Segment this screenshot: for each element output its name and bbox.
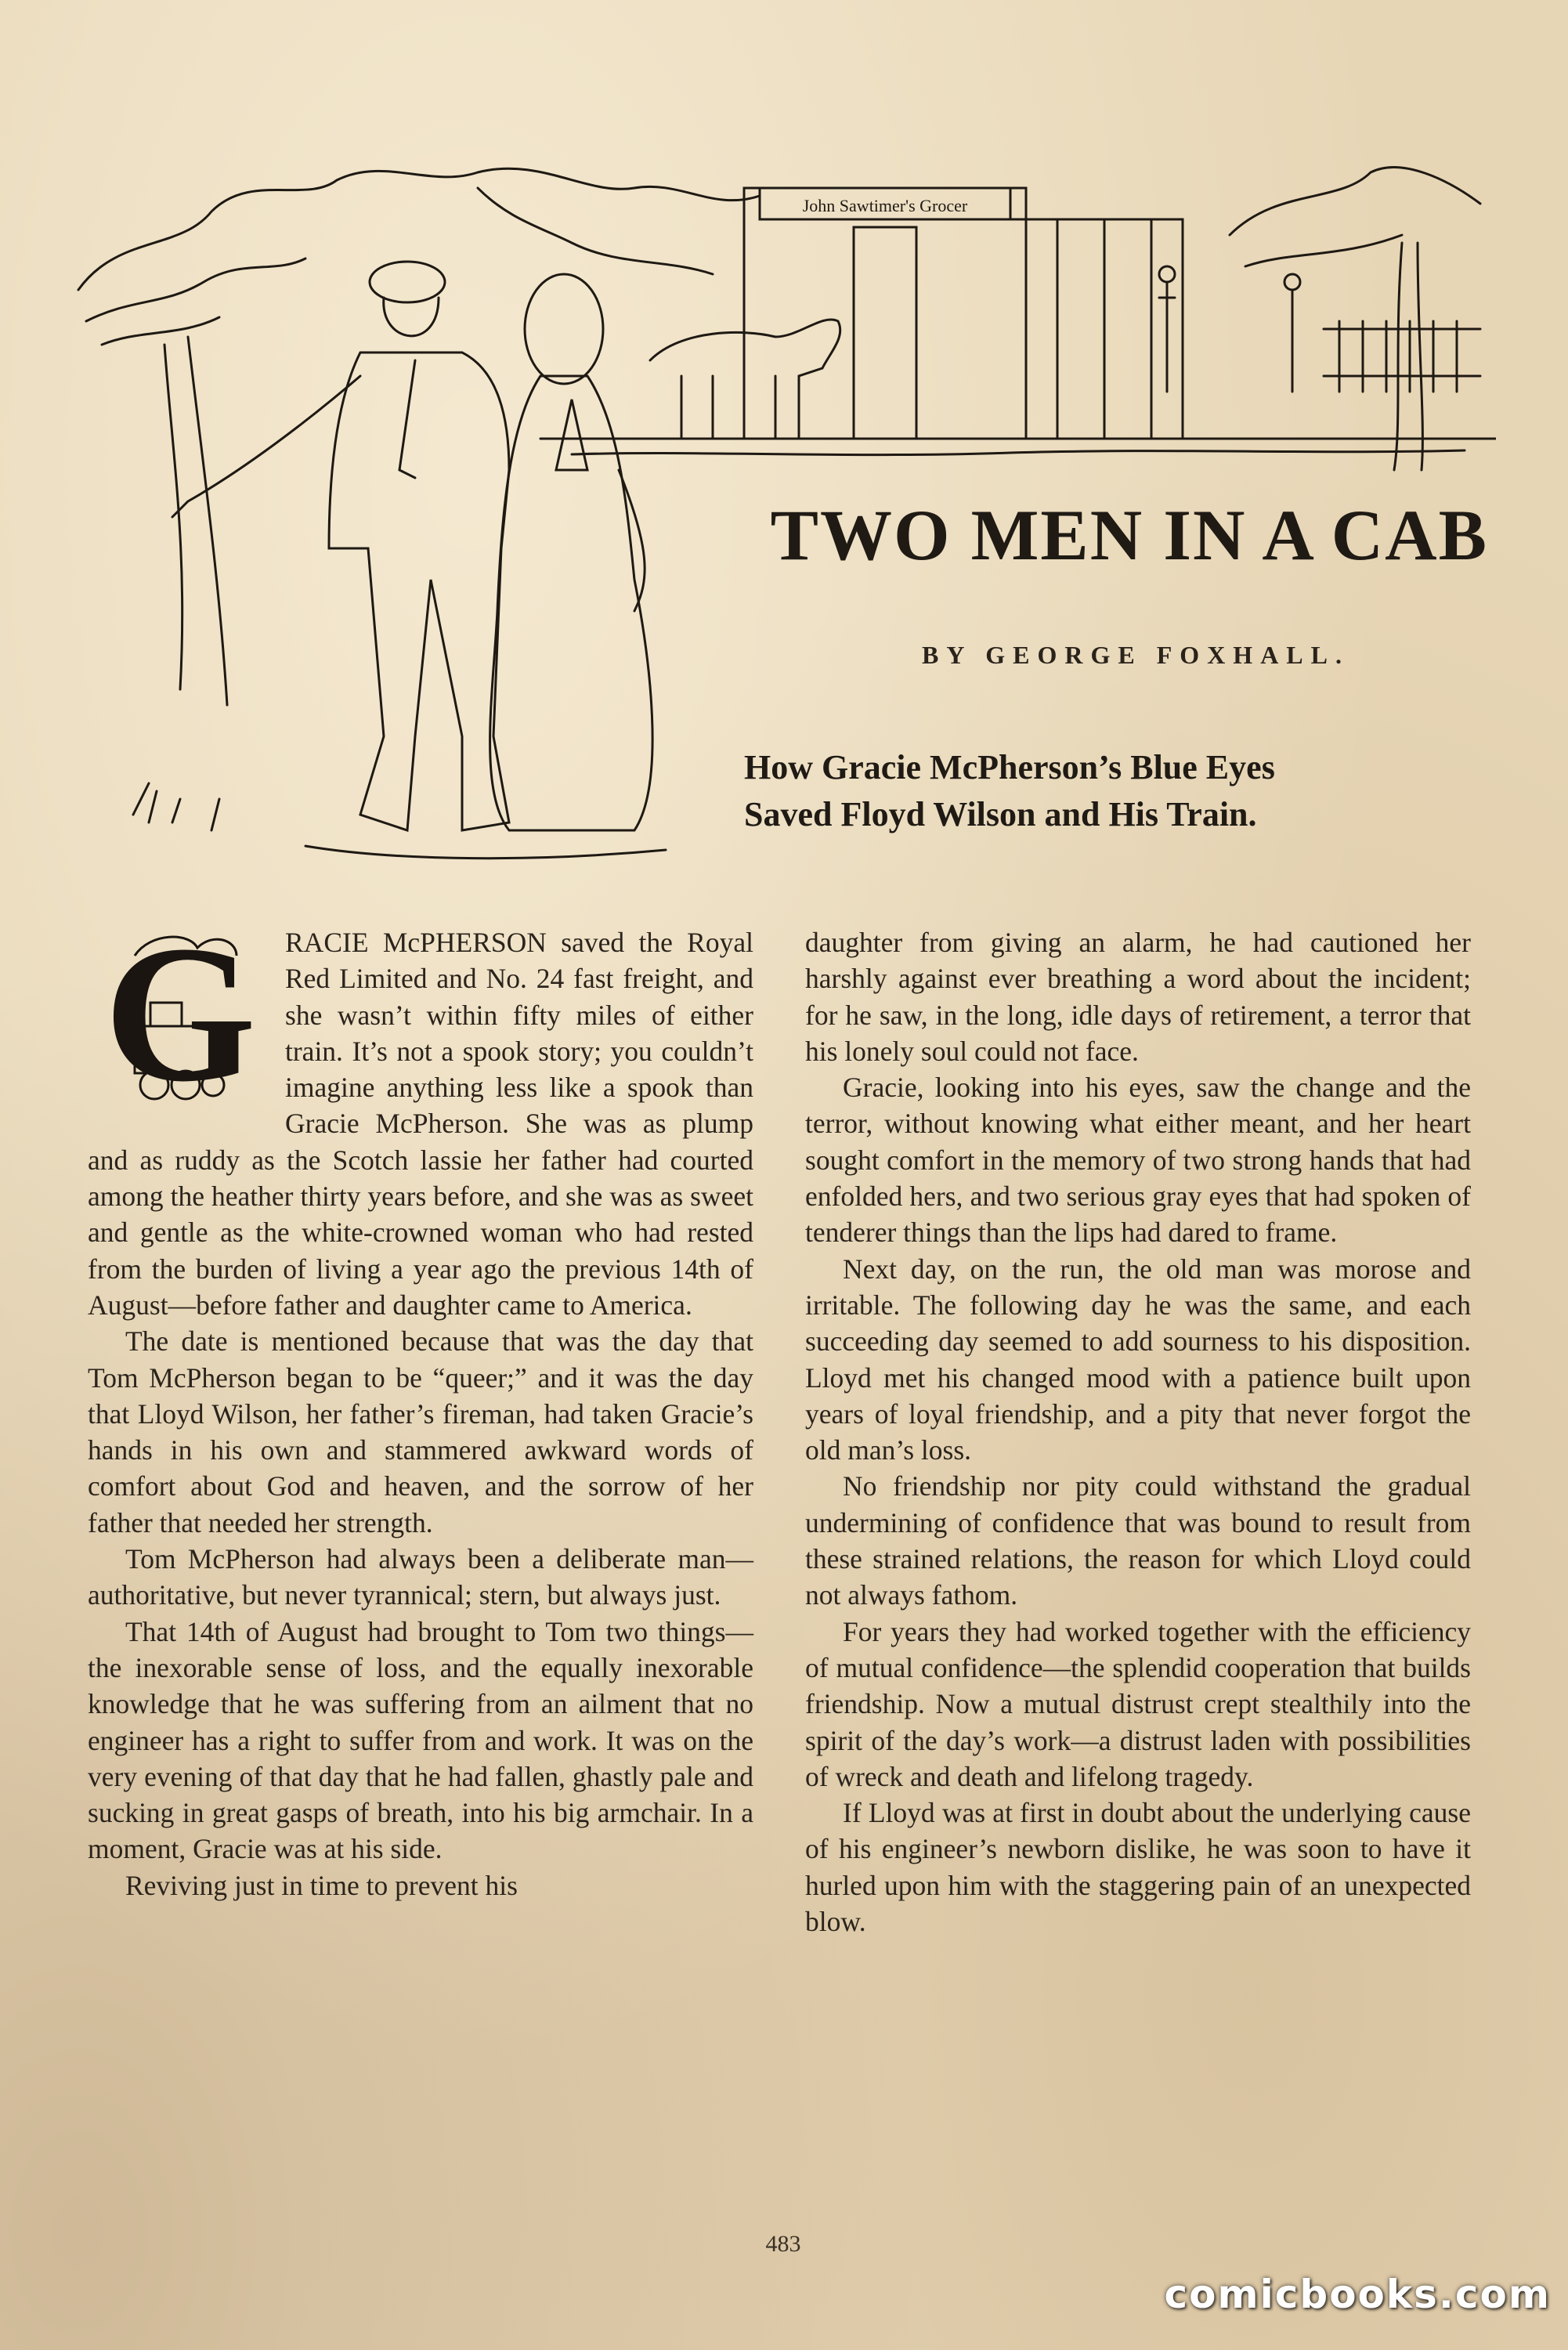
paragraph: Tom McPherson had always been a deliberate man—authoritative, but never tyrannical; stern, but always just. bbox=[88, 1543, 753, 1611]
article-subtitle bbox=[744, 744, 1480, 838]
paragraph: Gracie, looking into his eyes, saw the change and the terror, without knowing what either meant, and her heart sought comfort in the memory of two strong hands that had enfolded hers, and two serious gray eyes that had spoken of tenderer things than the lips had dared to frame. bbox=[805, 1072, 1471, 1249]
paragraph: Next day, on the run, the old man was morose and irritable. The following day he was the same, and each succeeding day seemed to add sourness to his disposition. Lloyd met his changed mood with a patience built upon years of loyal friendship, and a pity that never forgot the old man’s loss. bbox=[805, 1253, 1471, 1466]
article-byline: BY GEORGE FOXHALL. bbox=[922, 641, 1349, 669]
drop-cap-letter: G bbox=[103, 906, 257, 1123]
subtitle-line: How Gracie McPherson’s Blue Eyes bbox=[744, 748, 1275, 786]
article-title: TWO MEN IN A CAB bbox=[770, 495, 1488, 575]
paragraph: The date is mentioned because that was the day that Tom McPherson began to be “queer;” and it was the day that Lloyd Wilson, her father’s fireman, had taken Gracie’s hands in his own and stammered awkward words of comfort about God and heaven, and the sorrow of her father that needed her strength. bbox=[88, 1325, 753, 1538]
store-sign: John Sawtimer's Grocer bbox=[802, 196, 968, 215]
paragraph: That 14th of August had brought to Tom two things—the inexorable sense of loss, and the equally inexorable knowledge that he was suffering from an ailment that no engineer has a right to suffer from and work. It was on the very evening of that day that he had fallen, ghastly pale and sucking in great gasps of breath, into his big armchair. In a moment, Gracie was at his side. bbox=[88, 1615, 753, 1865]
paragraph: For years they had worked together with the efficiency of mutual confidence—the splendid cooperation that builds friendship. Now a mutual distrust crept stealthily into the spirit of the day’s work—a distrust laden with possibilities of wreck and death and lifelong tragedy. bbox=[805, 1615, 1471, 1792]
paragraph: RACIE McPHERSON saved the Royal Red Limited and No. 24 fast freight, and she wasn’t within fifty miles of either train. It’s not a spook story; you couldn’t imagine anything less like a spook than Gracie McPherson. She was as plump and as ruddy as the Scotch lassie her father had courted among the heather thirty years before, and she was as sweet and gentle as the white-crowned woman who had rested from the burden of living a year ago the previous 14th of August—before father and daughter came to America. bbox=[88, 927, 753, 1321]
paragraph: No friendship nor pity could withstand the gradual undermining of confidence that was bound to result from these strained relations, the reason for which Lloyd could not always fathom. bbox=[805, 1470, 1471, 1611]
article-column-left bbox=[88, 906, 753, 1904]
subtitle-line: Saved Floyd Wilson and His Train. bbox=[744, 795, 1257, 833]
site-watermark: comicbooks.com bbox=[1164, 2272, 1551, 2317]
paragraph: Reviving just in time to prevent his bbox=[125, 1869, 518, 1901]
page-number: 483 bbox=[765, 2231, 801, 2257]
paragraph: daughter from giving an alarm, he had cautioned her harshly against ever breathing a word about the incident; for he saw, in the long, idle days of retirement, a terror that his lonely soul could not face. bbox=[805, 927, 1471, 1067]
paragraph: If Lloyd was at first in doubt about the underlying cause of his engineer’s newborn dislike, he was soon to have it hurled upon him with the staggering pain of an unexpected blow. bbox=[805, 1797, 1471, 1938]
drop-cap bbox=[88, 906, 273, 1123]
article-column-right bbox=[805, 924, 1471, 1940]
